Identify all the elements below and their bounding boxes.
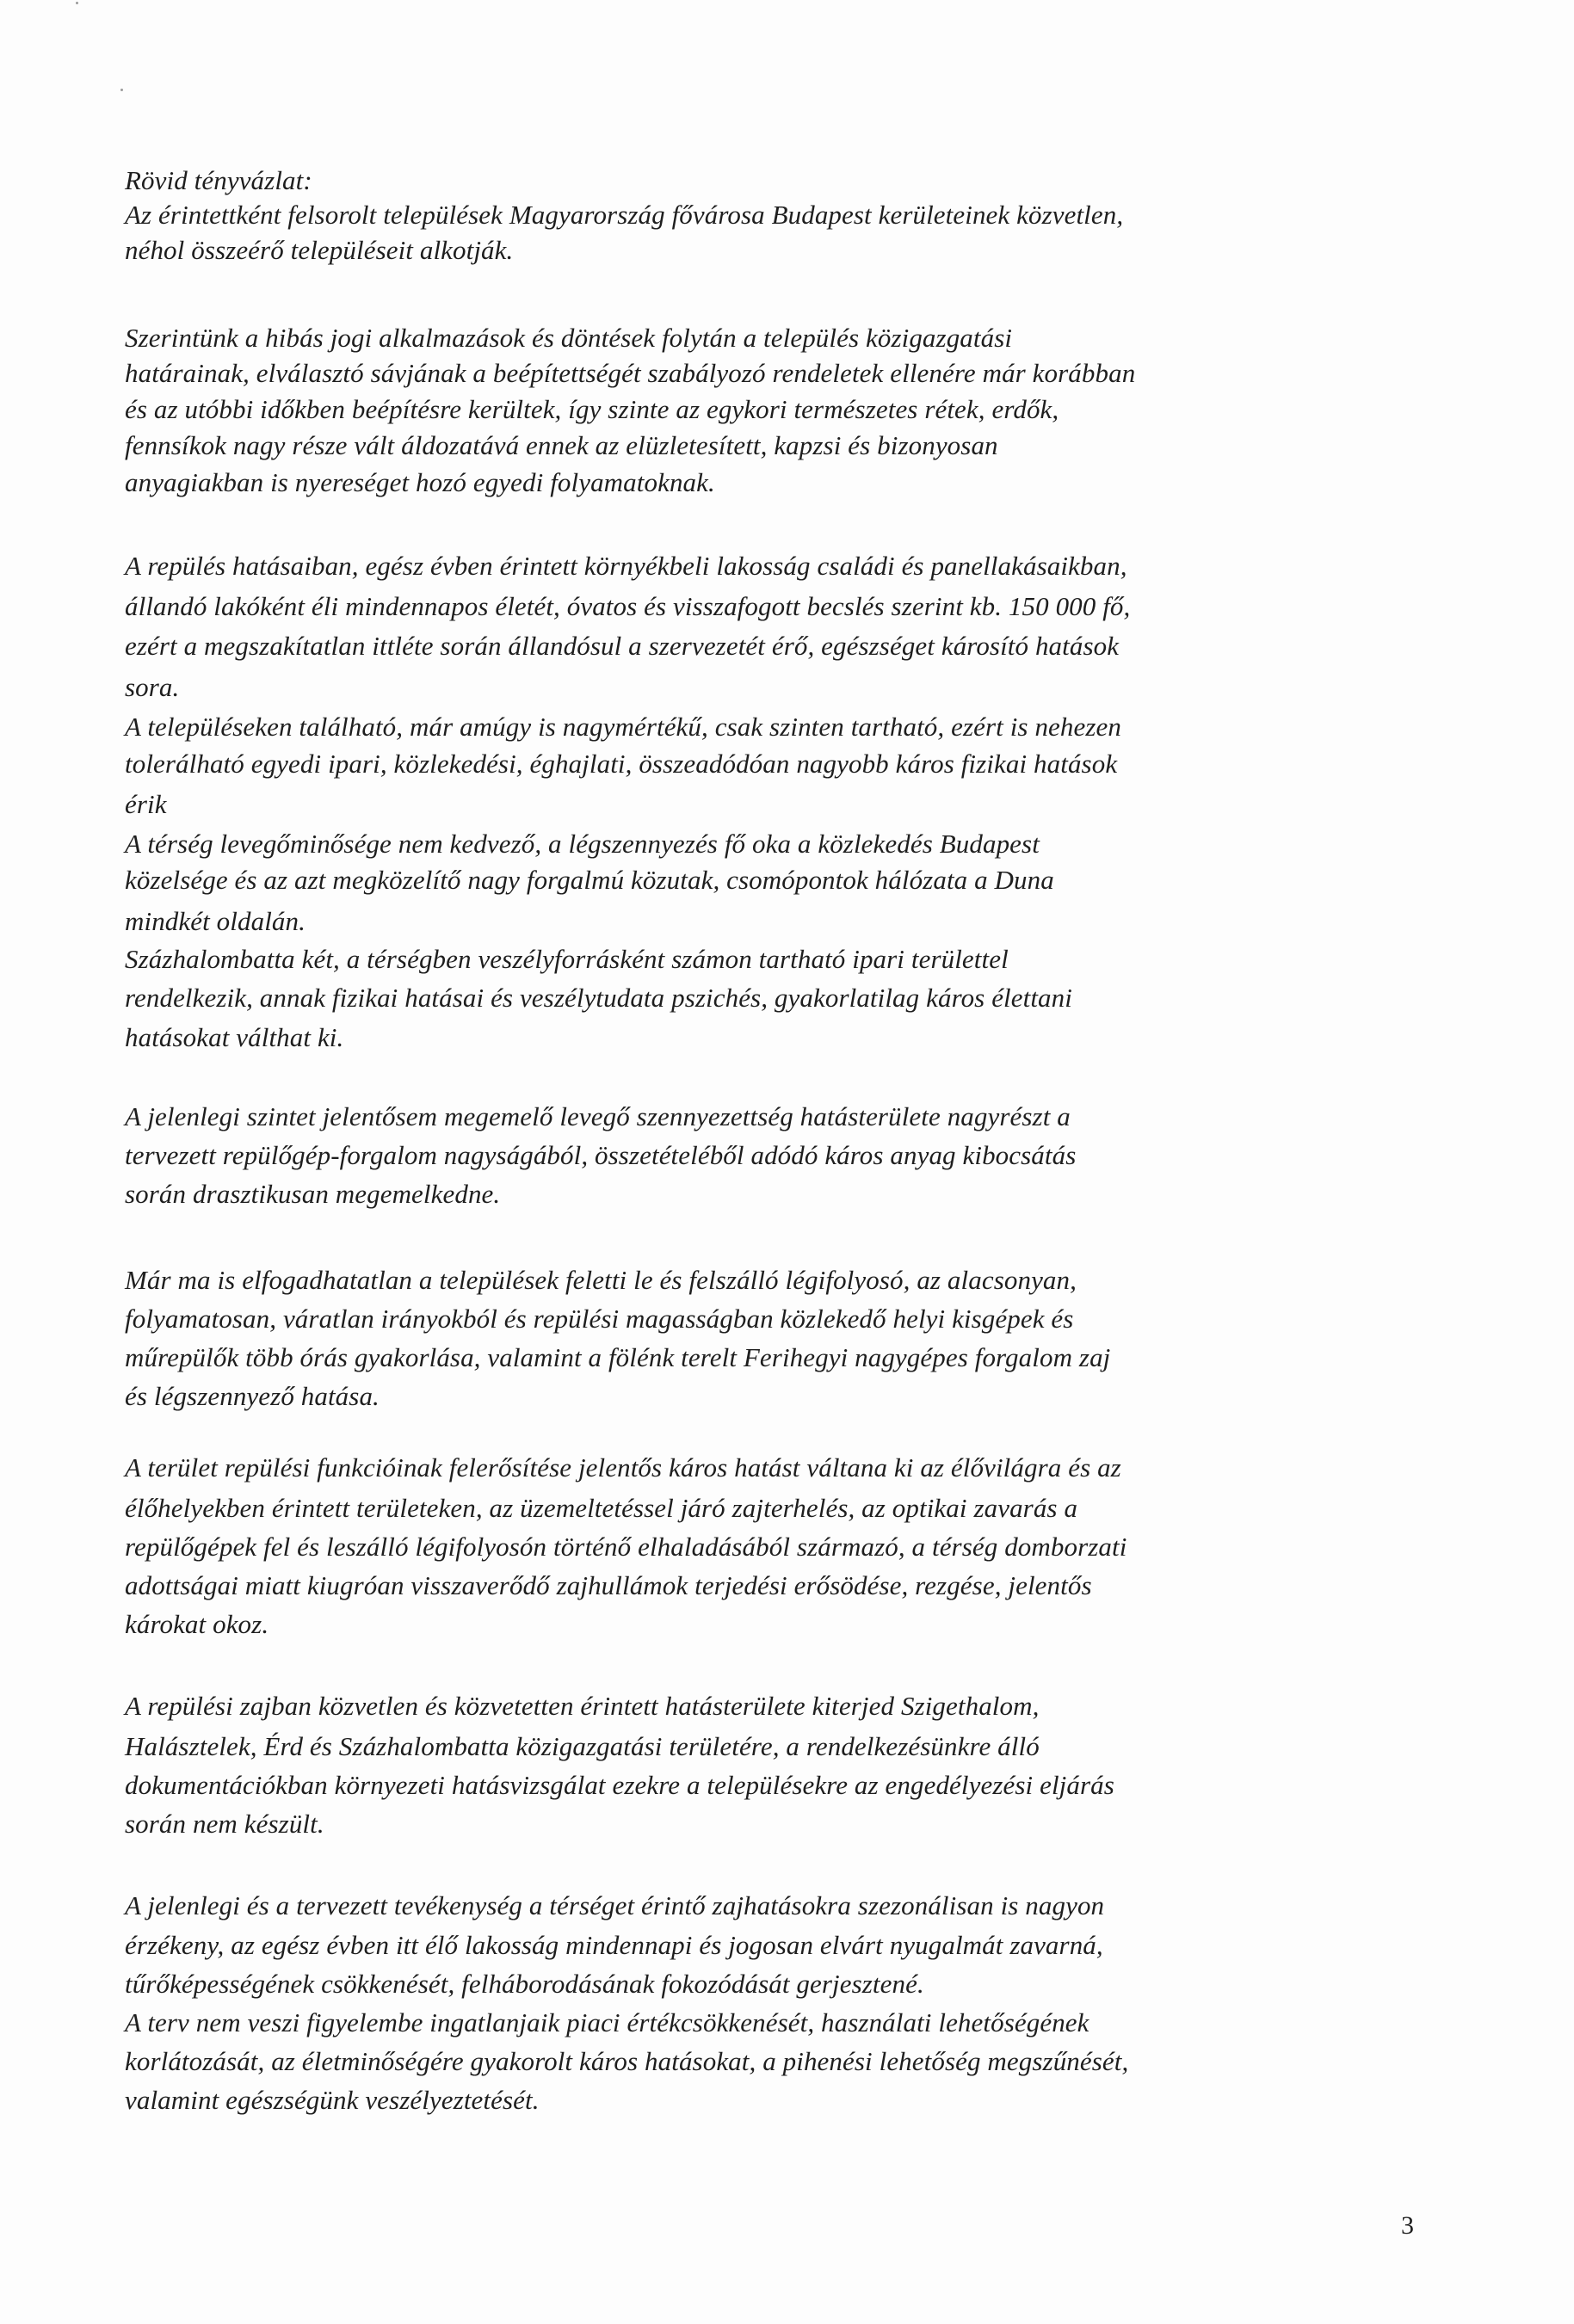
text-line: ezért a megszakítatlan ittléte során állandósul a szervezetét érő, egészséget károsító hatások	[125, 631, 1120, 661]
text-line: Százhalombatta két, a térségben veszélyforrásként számon tartható ipari területtel	[125, 944, 1009, 974]
text-line: tervezett repülőgép-forgalom nagyságából, összetételéből adódó káros anyag kibocsátás	[125, 1140, 1077, 1170]
text-line: érzékeny, az egész évben itt élő lakosság mindennapi és jogosan elvárt nyugalmát zavarná,	[125, 1930, 1103, 1960]
text-line: érik	[125, 789, 167, 819]
text-line: hatásokat válthat ki.	[125, 1022, 344, 1052]
text-line: tűrőképességének csökkenését, felháborodásának fokozódását gerjesztené.	[125, 1969, 924, 1999]
text-line: rendelkezik, annak fizikai hatásai és veszélytudata pszichés, gyakorlatilag káros élettani	[125, 983, 1072, 1013]
text-line: határainak, elválasztó sávjának a beépítettségét szabályozó rendeletek ellenére már korábban	[125, 358, 1136, 388]
text-line: A terület repülési funkcióinak felerősítése jelentős káros hatást váltana ki az élővilágra és az	[125, 1452, 1121, 1483]
text-line: élőhelyekben érintett területeken, az üzemeltetéssel járó zajterhelés, az optikai zavarás a	[125, 1493, 1078, 1523]
text-line: A településeken található, már amúgy is nagymértékű, csak szinten tartható, ezért is nehezen	[125, 712, 1121, 742]
text-line: A repülés hatásaiban, egész évben érintett környékbeli lakosság családi és panellakásaikban,	[125, 551, 1127, 581]
text-line: Az érintettként felsorolt települések Magyarország fővárosa Budapest kerületeinek közvetlen,	[125, 200, 1124, 230]
text-line: és légszennyező hatása.	[125, 1381, 380, 1411]
text-line: korlátozását, az életminőségére gyakorolt káros hatásokat, a pihenési lehetőség megszűnését,	[125, 2046, 1129, 2076]
text-line: adottságai miatt kiugróan visszaverődő zajhullámok terjedési erősödése, rezgése, jelentős	[125, 1570, 1092, 1600]
text-line: fennsíkok nagy része vált áldozatává ennek az elüzletesített, kapzsi és bizonyosan	[125, 430, 998, 460]
text-line: során nem készült.	[125, 1809, 324, 1839]
text-line: néhol összeérő településeit alkotják.	[125, 235, 514, 265]
scan-speck	[120, 89, 123, 91]
text-line: A jelenlegi és a tervezett tevékenység a térséget érintő zajhatásokra szezonálisan is nagyon	[125, 1890, 1105, 1920]
text-line: A jelenlegi szintet jelentősem megemelő levegő szennyezettség hatásterülete nagyrészt a	[125, 1101, 1071, 1131]
text-line: Szerintünk a hibás jogi alkalmazások és döntések folytán a település közigazgatási	[125, 323, 1013, 353]
text-line: A terv nem veszi figyelembe ingatlanjaik piaci értékcsökkenését, használati lehetőségének	[125, 2007, 1089, 2037]
text-line: műrepülők több órás gyakorlása, valamint a fölénk terelt Ferihegyi nagygépes forgalom zaj	[125, 1342, 1111, 1372]
text-line: anyagiakban is nyereséget hozó egyedi folyamatoknak.	[125, 467, 715, 497]
text-line: során drasztikusan megemelkedne.	[125, 1179, 501, 1209]
scan-speck	[76, 2, 78, 4]
text-line: A repülési zajban közvetlen és közvetetten érintett hatásterülete kiterjed Szigethalom,	[125, 1691, 1040, 1721]
text-line: folyamatosan, váratlan irányokból és repülési magasságban közlekedő helyi kisgépek és	[125, 1304, 1074, 1334]
text-line: mindkét oldalán.	[125, 906, 306, 936]
text-line: A térség levegőminősége nem kedvező, a légszennyezés fő oka a közlekedés Budapest	[125, 829, 1040, 859]
page-number: 3	[1401, 2211, 1414, 2240]
text-line: Halásztelek, Érd és Százhalombatta közigazgatási területére, a rendelkezésünkre álló	[125, 1731, 1040, 1761]
text-line: sora.	[125, 672, 180, 702]
text-line: és az utóbbi időkben beépítésre kerültek, így szinte az egykori természetes rétek, erdők,	[125, 394, 1059, 424]
text-line: állandó lakóként éli mindennapos életét, óvatos és visszafogott becslés szerint kb. 150 000 fő,	[125, 591, 1131, 621]
text-line: károkat okoz.	[125, 1609, 269, 1639]
text-line: repülőgépek fel és leszálló légifolyosón történő elhaladásából származó, a térség domborzati	[125, 1532, 1127, 1562]
text-line: tolerálható egyedi ipari, közlekedési, éghajlati, összeadódóan nagyobb káros fizikai hatások	[125, 749, 1118, 779]
text-line: valamint egészségünk veszélyeztetését.	[125, 2085, 540, 2115]
document-heading: Rövid tényvázlat:	[125, 165, 312, 195]
text-line: dokumentációkban környezeti hatásvizsgálat ezekre a településekre az engedélyezési eljárás	[125, 1770, 1114, 1800]
text-line: közelsége és az azt megközelítő nagy forgalmú közutak, csomópontok hálózata a Duna	[125, 865, 1054, 895]
text-line: Már ma is elfogadhatatlan a települések feletti le és felszálló légifolyosó, az alacsonyan,	[125, 1265, 1077, 1295]
